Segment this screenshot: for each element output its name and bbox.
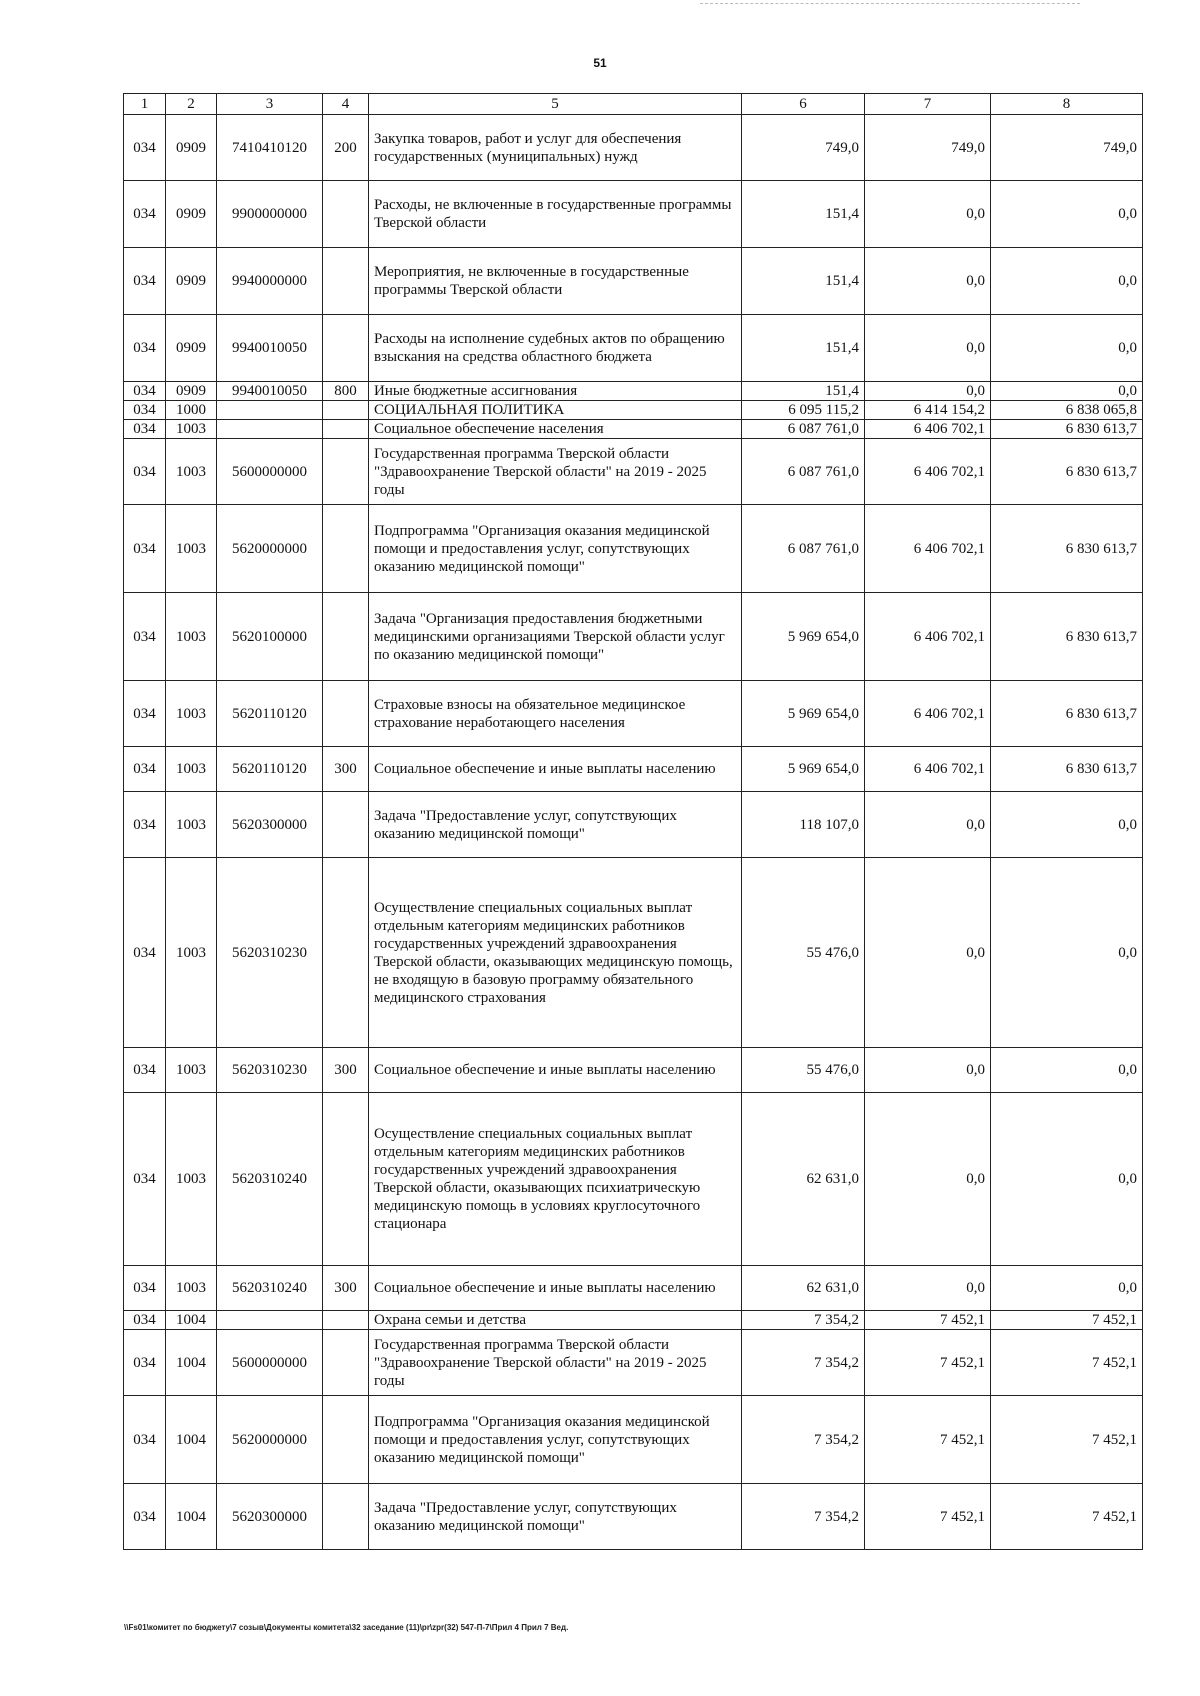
table-row [124,181,1143,248]
amount-cell-6: 151,4 [742,181,865,248]
amount-cell-7: 6 406 702,1 [865,439,991,505]
amount-cell-6: 5 969 654,0 [742,747,865,792]
section-code-cell: 0909 [166,248,217,315]
amount-cell-7: 0,0 [865,858,991,1048]
description-cell: Мероприятия, не включенные в государственные программы Тверской области [369,248,742,315]
expense-type-cell [323,248,369,315]
table-row [124,248,1143,315]
admin-code-cell: 034 [124,1330,166,1396]
target-article-cell [217,401,323,420]
description-cell: Государственная программа Тверской области "Здравоохранение Тверской области" на 2019 - 2025 годы [369,439,742,505]
amount-cell-6: 55 476,0 [742,1048,865,1093]
target-article-cell: 5620310230 [217,1048,323,1093]
table-header-row [124,94,1143,115]
target-article-cell: 5600000000 [217,439,323,505]
expense-type-cell [323,439,369,505]
table-row [124,792,1143,858]
amount-cell-6: 62 631,0 [742,1266,865,1311]
admin-code-cell: 034 [124,382,166,401]
description-cell: Страховые взносы на обязательное медицинское страхование неработающего населения [369,681,742,747]
table-row [124,747,1143,792]
admin-code-cell: 034 [124,315,166,382]
amount-cell-6: 7 354,2 [742,1311,865,1330]
description-cell: Иные бюджетные ассигнования [369,382,742,401]
amount-cell-8: 7 452,1 [991,1396,1143,1484]
expense-type-cell [323,420,369,439]
amount-cell-6: 151,4 [742,248,865,315]
section-code-cell: 1003 [166,420,217,439]
expense-type-cell [323,792,369,858]
amount-cell-7: 7 452,1 [865,1330,991,1396]
amount-cell-7: 7 452,1 [865,1396,991,1484]
table-row [124,1266,1143,1311]
section-code-cell: 0909 [166,115,217,181]
amount-cell-8: 7 452,1 [991,1484,1143,1550]
file-path-footer: \\Fs01\комитет по бюджету\7 созыв\Документы комитета\32 заседание (11)\pr\zpr(32) 547-П-7\Прил 4 Прил 7 Вед. [124,1623,569,1632]
section-code-cell: 1004 [166,1396,217,1484]
amount-cell-6: 6 087 761,0 [742,420,865,439]
description-cell: Осуществление специальных социальных выплат отдельным категориям медицинских работников государственных учреждений здравоохранения Тверской области, оказывающих психиатрическую медицинскую помощь в условиях круглосуточного стационара [369,1093,742,1266]
column-header: 7 [865,94,991,115]
expense-type-cell: 300 [323,1048,369,1093]
table-row [124,1484,1143,1550]
section-code-cell: 1003 [166,747,217,792]
description-cell: СОЦИАЛЬНАЯ ПОЛИТИКА [369,401,742,420]
admin-code-cell: 034 [124,1396,166,1484]
table-row [124,1311,1143,1330]
target-article-cell: 9900000000 [217,181,323,248]
expense-type-cell [323,1093,369,1266]
section-code-cell: 1004 [166,1311,217,1330]
admin-code-cell: 034 [124,1311,166,1330]
amount-cell-7: 0,0 [865,1266,991,1311]
description-cell: Социальное обеспечение и иные выплаты населению [369,1048,742,1093]
admin-code-cell: 034 [124,401,166,420]
admin-code-cell: 034 [124,1048,166,1093]
admin-code-cell: 034 [124,1484,166,1550]
target-article-cell: 5620310240 [217,1093,323,1266]
expense-type-cell [323,401,369,420]
description-cell: Охрана семьи и детства [369,1311,742,1330]
description-cell: Задача "Предоставление услуг, сопутствующих оказанию медицинской помощи" [369,1484,742,1550]
table-row [124,1048,1143,1093]
target-article-cell: 9940000000 [217,248,323,315]
target-article-cell: 5620000000 [217,505,323,593]
amount-cell-6: 6 095 115,2 [742,401,865,420]
section-code-cell: 1004 [166,1484,217,1550]
amount-cell-6: 5 969 654,0 [742,593,865,681]
amount-cell-7: 6 406 702,1 [865,420,991,439]
target-article-cell [217,1311,323,1330]
column-header: 8 [991,94,1143,115]
amount-cell-8: 0,0 [991,1048,1143,1093]
amount-cell-8: 0,0 [991,1266,1143,1311]
description-cell: Расходы, не включенные в государственные программы Тверской области [369,181,742,248]
table-row [124,593,1143,681]
target-article-cell [217,420,323,439]
admin-code-cell: 034 [124,747,166,792]
section-code-cell: 1003 [166,439,217,505]
target-article-cell: 5620110120 [217,747,323,792]
amount-cell-6: 7 354,2 [742,1484,865,1550]
amount-cell-7: 7 452,1 [865,1311,991,1330]
description-cell: Социальное обеспечение и иные выплаты населению [369,747,742,792]
amount-cell-8: 0,0 [991,792,1143,858]
table-row [124,505,1143,593]
amount-cell-8: 0,0 [991,382,1143,401]
target-article-cell: 5620300000 [217,1484,323,1550]
amount-cell-6: 6 087 761,0 [742,505,865,593]
amount-cell-8: 749,0 [991,115,1143,181]
section-code-cell: 1004 [166,1330,217,1396]
amount-cell-7: 0,0 [865,181,991,248]
column-header: 1 [124,94,166,115]
amount-cell-6: 7 354,2 [742,1396,865,1484]
amount-cell-8: 6 830 613,7 [991,505,1143,593]
column-header: 5 [369,94,742,115]
section-code-cell: 1003 [166,1048,217,1093]
target-article-cell: 9940010050 [217,382,323,401]
amount-cell-7: 0,0 [865,248,991,315]
section-code-cell: 1003 [166,593,217,681]
section-code-cell: 1000 [166,401,217,420]
section-code-cell: 0909 [166,382,217,401]
description-cell: Расходы на исполнение судебных актов по обращению взыскания на средства областного бюджета [369,315,742,382]
admin-code-cell: 034 [124,115,166,181]
amount-cell-8: 7 452,1 [991,1311,1143,1330]
column-header: 6 [742,94,865,115]
amount-cell-7: 6 406 702,1 [865,505,991,593]
expense-type-cell [323,1396,369,1484]
amount-cell-8: 6 830 613,7 [991,420,1143,439]
amount-cell-6: 5 969 654,0 [742,681,865,747]
expense-type-cell [323,1330,369,1396]
expense-type-cell [323,593,369,681]
table-row [124,681,1143,747]
table-row [124,1330,1143,1396]
section-code-cell: 1003 [166,1093,217,1266]
amount-cell-7: 7 452,1 [865,1484,991,1550]
expense-type-cell [323,681,369,747]
admin-code-cell: 034 [124,1266,166,1311]
page-number: 51 [593,56,607,70]
amount-cell-6: 118 107,0 [742,792,865,858]
amount-cell-8: 0,0 [991,858,1143,1048]
table-row [124,115,1143,181]
description-cell: Задача "Предоставление услуг, сопутствующих оказанию медицинской помощи" [369,792,742,858]
amount-cell-6: 7 354,2 [742,1330,865,1396]
description-cell: Социальное обеспечение населения [369,420,742,439]
section-code-cell: 0909 [166,181,217,248]
table-row [124,439,1143,505]
amount-cell-7: 0,0 [865,792,991,858]
amount-cell-8: 6 830 613,7 [991,439,1143,505]
amount-cell-8: 6 830 613,7 [991,593,1143,681]
column-header: 2 [166,94,217,115]
target-article-cell: 5620110120 [217,681,323,747]
expense-type-cell [323,1311,369,1330]
amount-cell-6: 151,4 [742,382,865,401]
expense-type-cell [323,858,369,1048]
amount-cell-7: 6 406 702,1 [865,681,991,747]
admin-code-cell: 034 [124,181,166,248]
section-code-cell: 1003 [166,681,217,747]
admin-code-cell: 034 [124,792,166,858]
amount-cell-7: 0,0 [865,1093,991,1266]
admin-code-cell: 034 [124,681,166,747]
description-cell: Закупка товаров, работ и услуг для обеспечения государственных (муниципальных) нужд [369,115,742,181]
amount-cell-7: 0,0 [865,1048,991,1093]
admin-code-cell: 034 [124,248,166,315]
section-code-cell: 1003 [166,792,217,858]
expense-type-cell: 300 [323,1266,369,1311]
target-article-cell: 5620000000 [217,1396,323,1484]
section-code-cell: 1003 [166,858,217,1048]
description-cell: Государственная программа Тверской области "Здравоохранение Тверской области" на 2019 - 2025 годы [369,1330,742,1396]
table-row [124,382,1143,401]
target-article-cell: 5620310230 [217,858,323,1048]
admin-code-cell: 034 [124,858,166,1048]
target-article-cell: 5620310240 [217,1266,323,1311]
table-row [124,315,1143,382]
admin-code-cell: 034 [124,420,166,439]
table-row [124,1093,1143,1266]
budget-table [123,93,1143,1550]
table-row [124,401,1143,420]
amount-cell-8: 0,0 [991,181,1143,248]
amount-cell-7: 0,0 [865,382,991,401]
table-row [124,1396,1143,1484]
expense-type-cell: 200 [323,115,369,181]
target-article-cell: 9940010050 [217,315,323,382]
expense-type-cell [323,1484,369,1550]
admin-code-cell: 034 [124,505,166,593]
amount-cell-8: 0,0 [991,1093,1143,1266]
admin-code-cell: 034 [124,439,166,505]
amount-cell-8: 0,0 [991,315,1143,382]
amount-cell-8: 0,0 [991,248,1143,315]
section-code-cell: 1003 [166,505,217,593]
amount-cell-8: 6 830 613,7 [991,747,1143,792]
amount-cell-6: 6 087 761,0 [742,439,865,505]
amount-cell-7: 6 406 702,1 [865,593,991,681]
description-cell: Подпрограмма "Организация оказания медицинской помощи и предоставления услуг, сопутствующих оказанию медицинской помощи" [369,1396,742,1484]
description-cell: Подпрограмма "Организация оказания медицинской помощи и предоставления услуг, сопутствующих оказанию медицинской помощи" [369,505,742,593]
target-article-cell: 7410410120 [217,115,323,181]
description-cell: Осуществление специальных социальных выплат отдельным категориям медицинских работников государственных учреждений здравоохранения Тверской области, оказывающих медицинскую помощь, не входящую в базовую программу обязательного медицинского страхования [369,858,742,1048]
expense-type-cell: 800 [323,382,369,401]
amount-cell-6: 62 631,0 [742,1093,865,1266]
target-article-cell: 5620300000 [217,792,323,858]
expense-type-cell: 300 [323,747,369,792]
amount-cell-6: 151,4 [742,315,865,382]
expense-type-cell [323,505,369,593]
admin-code-cell: 034 [124,1093,166,1266]
admin-code-cell: 034 [124,593,166,681]
table-row [124,858,1143,1048]
column-header: 4 [323,94,369,115]
amount-cell-8: 7 452,1 [991,1330,1143,1396]
amount-cell-7: 6 414 154,2 [865,401,991,420]
amount-cell-7: 6 406 702,1 [865,747,991,792]
target-article-cell: 5620100000 [217,593,323,681]
column-header: 3 [217,94,323,115]
expense-type-cell [323,315,369,382]
section-code-cell: 1003 [166,1266,217,1311]
scan-edge-line [700,3,1080,4]
expense-type-cell [323,181,369,248]
amount-cell-8: 6 830 613,7 [991,681,1143,747]
amount-cell-8: 6 838 065,8 [991,401,1143,420]
amount-cell-7: 749,0 [865,115,991,181]
table-row [124,420,1143,439]
section-code-cell: 0909 [166,315,217,382]
amount-cell-6: 55 476,0 [742,858,865,1048]
amount-cell-7: 0,0 [865,315,991,382]
description-cell: Задача "Организация предоставления бюджетными медицинскими организациями Тверской области услуг по оказанию медицинской помощи" [369,593,742,681]
amount-cell-6: 749,0 [742,115,865,181]
description-cell: Социальное обеспечение и иные выплаты населению [369,1266,742,1311]
target-article-cell: 5600000000 [217,1330,323,1396]
